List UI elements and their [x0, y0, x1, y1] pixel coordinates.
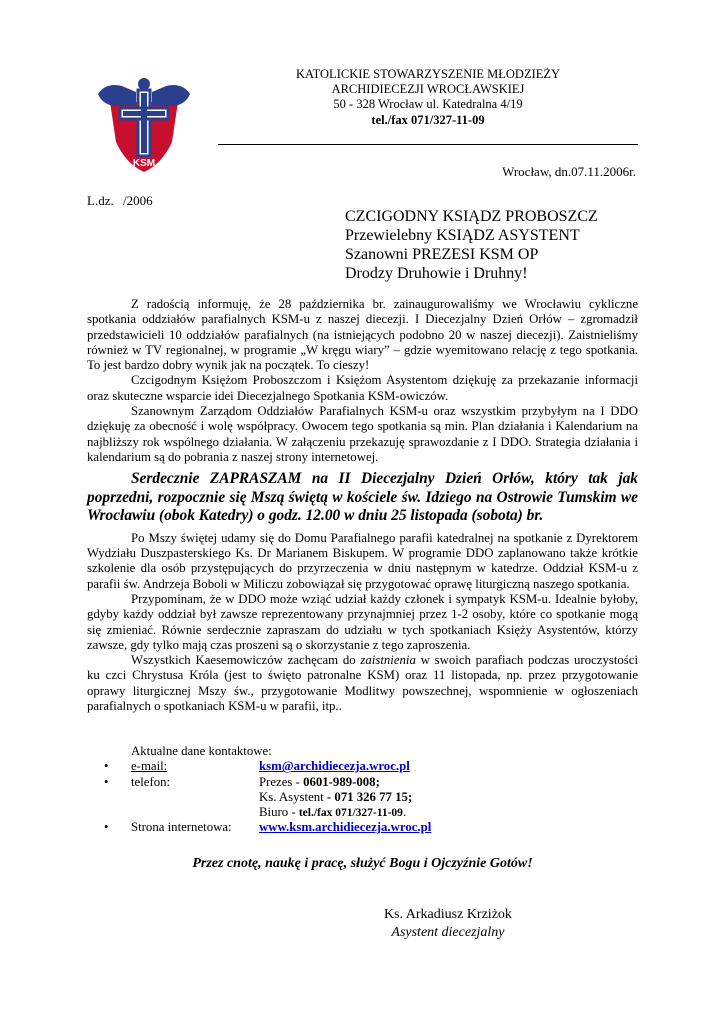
phone-office-end: .: [402, 805, 407, 820]
salutation-line: CZCIGODNY KSIĄDZ PROBOSZCZ: [345, 208, 598, 225]
body-paragraph: [87, 653, 638, 714]
reference-value: /2006: [122, 193, 153, 208]
email-link[interactable]: ksm@archidiecezja.wroc.pl: [259, 759, 410, 774]
contact-section: [87, 744, 647, 836]
reference-number: [87, 193, 153, 209]
salutation-line: Szanowni PREZESI KSM OP: [345, 246, 539, 263]
paragraph-italic-word: zaistnienia: [360, 653, 416, 668]
bullet-icon: •: [104, 759, 109, 774]
body-paragraph: Po Mszy świętej udamy się do Domu Parafialnego parafii katedralnej na spotkanie z Dyrektorem Wydziału Duszpasterskiego Ks. Dr Marianem Biskupem. W programie DDO zaplanowano także krótkie szkolenie dla osób przystępujących do przyrzeczenia w dniu następnym w katedrze. Oddział KSM-u z parafii św. Andrzeja Boboli w Miliczu zobowiązał się przygotować oprawę liturgiczną naszego spotkania.: [87, 530, 638, 591]
salutation-line: Drodzy Druhowie i Druhny!: [345, 265, 528, 282]
phone-office: [259, 805, 406, 821]
website-link[interactable]: www.ksm.archidiecezja.wroc.pl: [259, 820, 432, 835]
bullet-icon: •: [104, 774, 109, 789]
phone-office-number: tel./fax 071/327-11-09: [298, 807, 403, 820]
signature-block: [384, 906, 512, 942]
contact-web-row: [87, 820, 647, 835]
org-phone: tel./fax 071/327-11-09: [371, 112, 485, 127]
phone-president-label: Prezes -: [259, 774, 304, 789]
bullet-icon: •: [104, 820, 109, 835]
body-paragraph: Czcigodnym Księżom Proboszczom i Księżom Asystentom dziękuję za przekazanie informacji oraz skuteczne wsparcie idei Diecezjalnego Spotkania KSM-owiczów.: [87, 373, 638, 403]
org-address: 50 - 328 Wrocław ul. Katedralna 4/19: [333, 97, 523, 112]
salutation: [345, 207, 598, 283]
logo-right-wing: [152, 85, 190, 106]
place-date: Wrocław, dn.07.11.2006r.: [502, 164, 636, 179]
letterhead-divider: [218, 144, 638, 145]
org-name-line1: KATOLICKIE STOWARZYSZENIE MŁODZIEŻY: [295, 67, 561, 81]
phone-president: [259, 775, 380, 790]
phone-assistant-number: - 071 326 77 15;: [326, 789, 413, 804]
phone-president-number: 0601-989-008;: [303, 774, 380, 789]
phone-assistant: [259, 790, 412, 805]
invitation-paragraph: Serdecznie ZAPRASZAM na II Diecezjalny Dzień Orłów, który tak jak poprzedni, rozpocznie się Mszą świętą w kościele św. Idziego na Ostrowie Tumskim we Wrocławiu (obok Katedry) o godz. 12.00 w dniu 25 listopada (sobota) br.: [87, 470, 638, 525]
logo-cross-inner-v: [141, 93, 147, 153]
logo-cross-inner-h: [123, 111, 165, 116]
motto: Przez cnotę, naukę i pracę, służyć Bogu i Ojczyźnie Gotów!: [192, 856, 533, 871]
letter-body: [87, 297, 638, 714]
phone-office-label: Biuro -: [259, 805, 299, 820]
signature-role: Asystent diecezjalny: [391, 925, 505, 940]
paragraph-text-after: w swoich parafiach podczas uroczystości ku czci Chrystusa Króla (jest to święto patronalne KSM) oraz 11 listopada, np. przez przygotowanie oprawy liturgicznej Mszy św., przygotowanie Modlitwy powszechnej, wspomnienie w ogłoszeniach parafialnych o spotkaniach KSM-u w parafii, itp..: [87, 653, 638, 714]
logo-eagle-head: [138, 78, 150, 90]
contact-phone-row2: [87, 790, 647, 805]
logo-text: KSM: [132, 158, 156, 169]
letterhead: [218, 67, 638, 128]
reference-label: L.dz.: [87, 193, 114, 208]
contact-phone-row: [87, 775, 647, 790]
email-label: e-mail:: [131, 759, 168, 774]
signature-name: Ks. Arkadiusz Krziżok: [384, 907, 512, 922]
phone-label: telefon:: [131, 774, 171, 789]
logo-left-wing: [98, 85, 136, 106]
web-label: Strona internetowa:: [131, 820, 232, 835]
ksm-logo: [92, 72, 196, 176]
salutation-line: Przewielebny KSIĄDZ ASYSTENT: [345, 227, 580, 244]
body-paragraph: Z radością informuję, że 28 października br. zainaugurowaliśmy we Wrocławiu cykliczne spotkania oddziałów parafialnych KSM-u z naszej diecezji. I Diecezjalny Dzień Orłów – zgromadził przedstawicieli 10 oddziałów parafialnych (na istniejących podobno 20 w naszej diecezji). Zaistnieliśmy również w TV regionalnej, w programie „W kręgu wiary” – gdzie wyemitowano relację z tego spotkania. To jest bardzo dobry wynik jak na początek. To cieszy!: [87, 297, 638, 373]
paragraph-text-before: Wszystkich Kaesemowiczów zachęcam do: [131, 653, 361, 668]
contact-phone-row3: [87, 805, 647, 820]
contact-email-row: [87, 759, 647, 774]
phone-assistant-label: Ks. Asystent: [259, 789, 327, 804]
org-name-line2: ARCHIDIECEZJI WROCŁAWSKIEJ: [331, 82, 525, 97]
body-paragraph: Przypominam, że w DDO może wziąć udział każdy członek i sympatyk KSM-u. Idealnie byłoby, gdyby każdy oddział był zawsze reprezentowany przynajmniej przez 1-2 osoby, które co spotkanie mogą się zmieniać. Równie serdecznie zapraszam do udziału w tych spotkaniach Księży Asystentów, którzy zawsze, gdy tylko mają czas proszeni są o skorzystanie z tego zaproszenia.: [87, 591, 638, 652]
contacts-intro: Aktualne dane kontaktowe:: [131, 744, 272, 758]
body-paragraph: Szanownym Zarządom Oddziałów Parafialnych KSM-u oraz wszystkim przybyłym na I DDO dziękuję za obecność i wolę współpracy. Owocem tego spotkania są min. Plan działania i Kalendarium na najbliższy rok wspólnego działania. W załączeniu przekazuję sprawozdanie z I DDO. Strategia działania i kalendarium są do pobrania z naszej strony internetowej.: [87, 404, 638, 464]
